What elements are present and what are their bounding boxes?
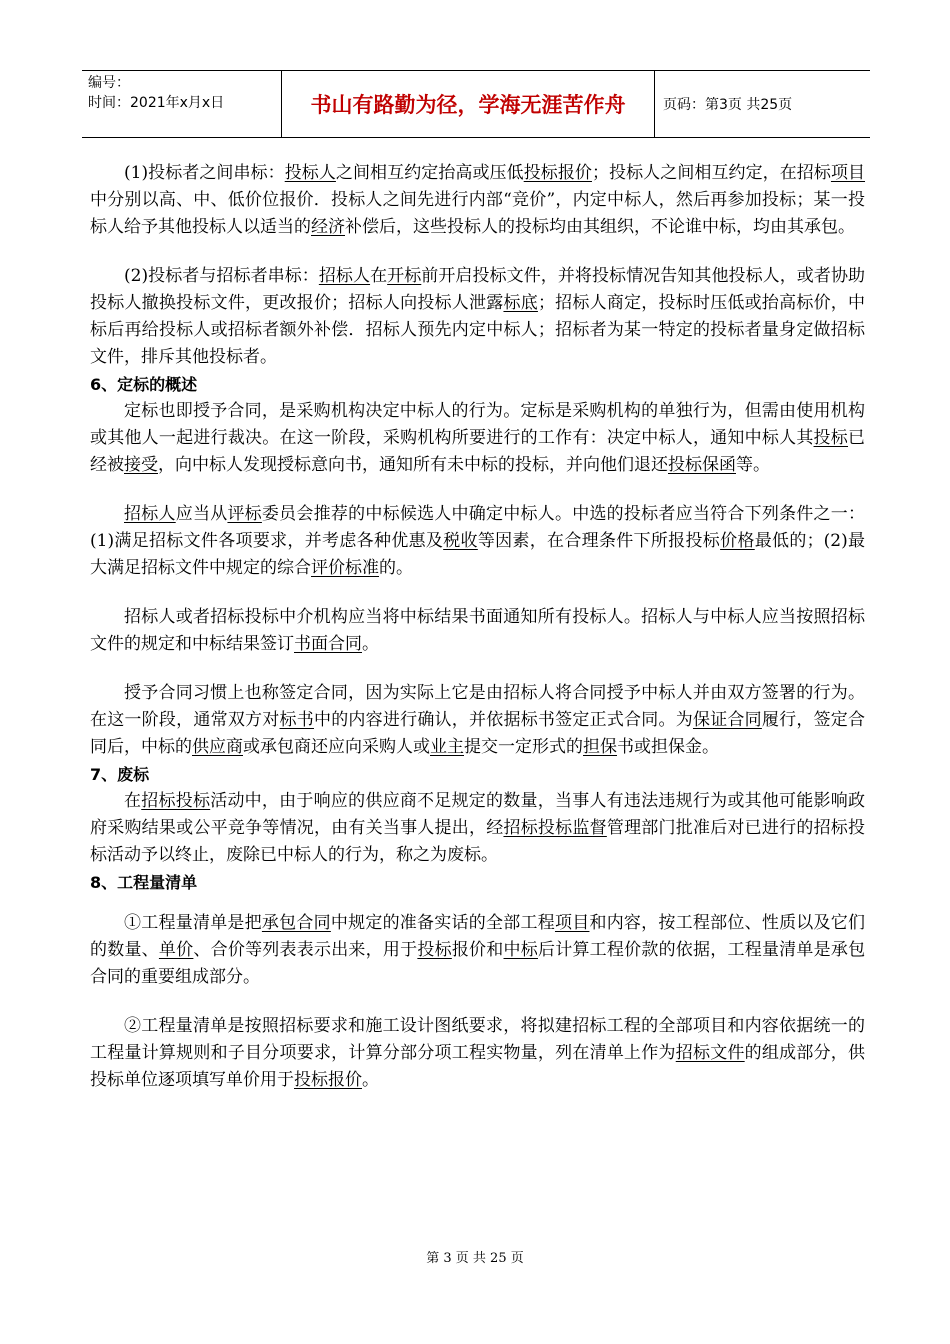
link-text: 投标	[417, 940, 452, 960]
text: (2)投标者与招标者串标：	[124, 266, 319, 286]
link-text: 招标投标监督	[503, 818, 607, 838]
header-motto: 书山有路勤为径，学海无涯苦作舟	[282, 71, 655, 137]
text: 之间相互约定抬高或压低	[335, 163, 524, 183]
text: 、合价等列表表示出来，用于	[193, 940, 418, 960]
link-text: 项目	[554, 913, 590, 933]
heading-award-overview: 6、定标的概述	[90, 375, 198, 394]
link-text: 评价标准	[311, 558, 379, 578]
text: 书或担保金。	[617, 737, 719, 757]
text: 等。	[736, 455, 770, 475]
link-text: 投标	[813, 428, 849, 448]
text: ①工程量清单是把	[124, 913, 262, 933]
time-label: 时间：2021年x月x日	[88, 95, 225, 111]
link-text: 经济	[311, 217, 345, 237]
text: 在	[370, 266, 388, 286]
text: 委员会推荐的中标候选人中确定中标人。中选的投标者应当符合下列条件之一：(1)满足招标文件各项要求，并考虑各种优惠及	[90, 504, 866, 551]
text: 授予合同习惯上也称签定合同，因为实际上它是由招标人将合同授予中标人并由双方签署的行为。在这一阶段，通常双方对	[90, 683, 865, 730]
text: 在	[124, 791, 142, 811]
header-page-code: 页码：第3页 共25页	[663, 97, 793, 113]
link-text: 中标	[503, 940, 538, 960]
text: 的组成部分，供投标单位逐项填写单价用于	[90, 1043, 866, 1090]
link-text: 价格	[720, 531, 755, 551]
link-text: 招标人	[124, 504, 176, 524]
link-text: 投标报价	[294, 1070, 362, 1090]
text: 后计算工程价款的依据，工程量清单是承包合同的重要组成部分。	[90, 940, 866, 987]
text: 中规定的准备实话的全部工程	[330, 913, 555, 933]
link-text: 承包合同	[261, 913, 331, 933]
text: 或承包商还应向采购人或	[243, 737, 430, 757]
text: 提交一定形式的	[464, 737, 583, 757]
page-header	[82, 70, 870, 138]
paragraph-contract-signing	[90, 680, 865, 761]
link-text: 业主	[430, 737, 464, 757]
text: 中分别以高、中、低价位报价．投标人之间先进行内部“竞价”，内定中标人，然后再参加投标；某一投标人给予其他投标人以适当的	[90, 190, 865, 237]
text: 活动中，由于响应的供应商不足规定的数量，当事人有违法违规行为或其他可能影响政府采购结果或公平竞争等情况，由有关当事人提出，经	[90, 791, 866, 838]
number-label: 编号：	[88, 75, 130, 91]
link-text: 评标	[227, 504, 262, 524]
text: ；招标人商定，投标时压低或抬高标价，中标后再给投标人或招标者额外补偿．招标人预先内定中标人；招标者为某一特定的投标者量身定做招标文件，排斥其他投标者。	[90, 293, 866, 367]
paragraph-collusion-tenderer	[90, 263, 865, 371]
paragraph-collusion-bidders	[90, 160, 865, 241]
link-text: 项目	[830, 163, 866, 183]
text: 招标人或者招标投标中介机构应当将中标结果书面通知所有投标人。招标人与中标人应当按照招标文件的规定和中标结果签订	[90, 607, 865, 654]
text: 已经被	[90, 428, 866, 475]
paragraph-boq-1	[90, 910, 865, 991]
link-text: 单价	[158, 940, 194, 960]
text: 中的内容进行确认，并依据标书签定正式合同。为	[313, 710, 693, 730]
link-text: 标书	[279, 710, 314, 730]
link-text: 招标文件	[675, 1043, 745, 1063]
link-text: 投标保函	[668, 455, 736, 475]
heading-invalid-bid: 7、废标	[90, 765, 150, 784]
link-text: 招标人	[318, 266, 371, 286]
paragraph-boq-2	[90, 1013, 865, 1094]
text: 补偿后，这些投标人的投标均由其组织，不论谁中标，均由其承包。	[345, 217, 855, 237]
paragraph-notification	[90, 604, 865, 658]
text: (1)投标者之间串标：	[124, 163, 285, 183]
text: ，向中标人发现授标意向书，通知所有未中标的投标，并向他们退还	[158, 455, 668, 475]
paragraph-winner-selection	[90, 501, 865, 582]
paragraph-award-definition	[90, 398, 865, 479]
text: 报价和	[451, 940, 504, 960]
text: 管理部门批准后对已进行的招标投标活动予以终止，废除已中标人的行为，称之为废标。	[90, 818, 866, 865]
text: 定标也即授予合同，是采购机构决定中标人的行为。定标是采购机构的单独行为，但需由使用机构或其他人一起进行裁决。在这一阶段，采购机构所要进行的工作有：决定中标人，通知中标人其	[90, 401, 865, 448]
heading-bill-of-quantities: 8、工程量清单	[90, 873, 198, 892]
link-text: 书面合同	[294, 634, 362, 654]
link-text: 保证合同	[692, 710, 762, 730]
link-text: 招标投标	[141, 791, 211, 811]
text: 等因素，在合理条件下所报投标	[477, 531, 721, 551]
text: 。	[362, 1070, 379, 1090]
header-info	[82, 71, 282, 137]
text: 。	[362, 634, 379, 654]
paragraph-invalid-bid	[90, 788, 865, 869]
document-body	[90, 160, 865, 1094]
text: 前开启投标文件，并将投标情况告知其他投标人，或者协助投标人撤换投标文件，更改报价；招标人向投标人泄露	[90, 266, 866, 313]
link-text: 供应商	[192, 737, 243, 757]
link-text: 担保	[583, 737, 617, 757]
text: 履行，签定合同后，中标的	[90, 710, 866, 757]
link-text: 接受	[124, 455, 158, 475]
link-text: 投标人	[284, 163, 336, 183]
text: ②工程量清单是按照招标要求和施工设计图纸要求，将拟建招标工程的全部项目和内容依据统一的工程量计算规则和子目分项要求，计算分部分项工程实物量，列在清单上作为	[90, 1016, 865, 1063]
link-text: 开标	[387, 266, 422, 286]
text: ；投标人之间相互约定，在招标	[591, 163, 831, 183]
page-footer: 第 3 页 共 25 页	[426, 1251, 524, 1266]
text: 的。	[379, 558, 413, 578]
link-text: 标底	[503, 293, 538, 313]
text: 最低的；(2)最大满足招标文件中规定的综合	[90, 531, 866, 578]
text: 应当从	[175, 504, 228, 524]
link-text: 投标报价	[523, 163, 592, 183]
link-text: 税收	[443, 531, 478, 551]
text: 和内容，按工程部位、性质以及它们的数量、	[90, 913, 866, 960]
